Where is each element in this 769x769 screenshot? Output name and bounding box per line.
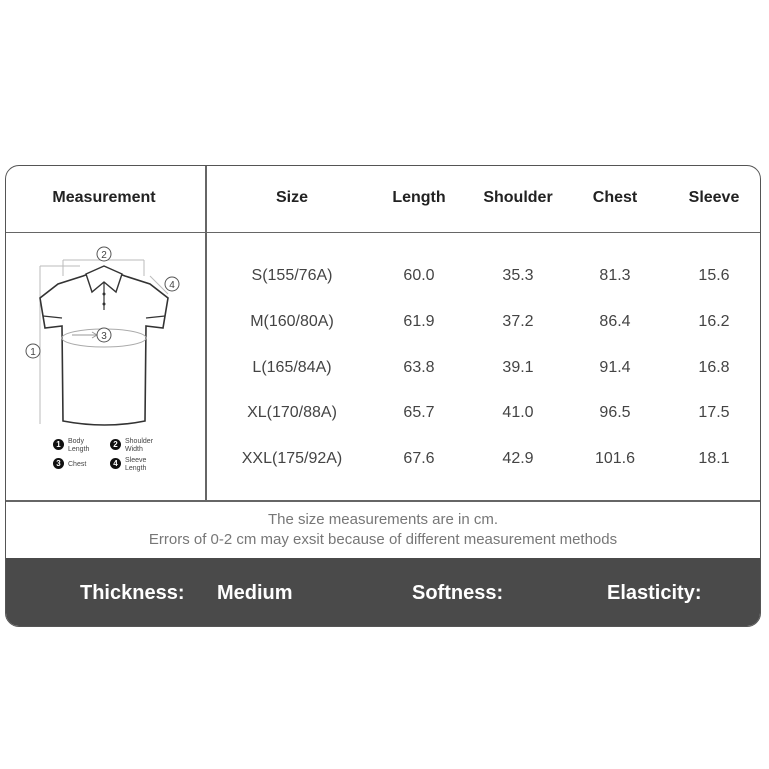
shoulder-cell: 42.9: [502, 450, 534, 467]
legend-body-length: [68, 438, 89, 454]
chest-cell: 101.6: [594, 450, 636, 467]
note-errors: Errors of 0-2 cm may exsit because of different measurement methods: [148, 531, 618, 548]
shoulder-cell: 41.0: [502, 404, 534, 421]
chest-cell: 81.3: [599, 267, 631, 284]
thickness-value: Medium: [217, 582, 293, 604]
length-cell: 61.9: [403, 313, 435, 330]
shoulder-cell: 39.1: [502, 359, 534, 376]
header-measurement: Measurement: [52, 189, 156, 206]
notes-divider: [6, 500, 760, 502]
header-size: Size: [275, 189, 309, 206]
size-cell: S(155/76A): [251, 267, 333, 284]
header-shoulder: Shoulder: [483, 189, 553, 206]
marker-1: 1: [30, 347, 36, 358]
header-sleeve: Sleeve: [688, 189, 740, 206]
shirt-measurement-diagram: [20, 246, 190, 431]
length-cell: 63.8: [403, 359, 435, 376]
legend-sleeve-length: [125, 457, 146, 473]
note-units: The size measurements are in cm.: [267, 511, 499, 528]
length-cell: 67.6: [403, 450, 435, 467]
length-cell: 60.0: [403, 267, 435, 284]
sleeve-cell: 16.2: [698, 313, 730, 330]
header-chest: Chest: [592, 189, 638, 206]
size-cell: XL(170/88A): [247, 404, 337, 421]
elasticity-label: Elasticity:: [607, 582, 702, 604]
chest-cell: 91.4: [599, 359, 631, 376]
legend-1-icon: 1: [53, 439, 64, 450]
legend-3-icon: 3: [53, 458, 64, 469]
legend-label: Length: [68, 446, 90, 453]
column-divider: [205, 166, 207, 500]
shoulder-cell: 35.3: [502, 267, 534, 284]
header-length: Length: [392, 189, 446, 206]
fabric-properties-bar: [6, 558, 760, 627]
marker-4: 4: [169, 280, 175, 291]
size-cell: L(165/84A): [252, 359, 332, 376]
legend-label: Body: [68, 438, 84, 445]
polo-shirt-icon: [20, 246, 190, 426]
marker-3: 3: [101, 331, 107, 342]
chest-cell: 96.5: [599, 404, 631, 421]
legend-shoulder-width: [125, 438, 153, 454]
thickness-label: Thickness:: [80, 582, 185, 604]
size-cell: M(160/80A): [250, 313, 334, 330]
shoulder-cell: 37.2: [502, 313, 534, 330]
legend-2-icon: 2: [110, 439, 121, 450]
size-chart-card: [5, 165, 761, 627]
legend-4-icon: 4: [110, 458, 121, 469]
legend-label: Shoulder: [125, 438, 154, 445]
marker-2: 2: [101, 250, 107, 261]
legend-label: Sleeve: [125, 457, 147, 464]
sleeve-cell: 17.5: [698, 404, 730, 421]
legend-label: Width: [125, 446, 143, 453]
legend-chest: [68, 461, 86, 469]
softness-label: Softness:: [412, 582, 504, 604]
sleeve-cell: 16.8: [698, 359, 730, 376]
size-cell: XXL(175/92A): [241, 450, 343, 467]
chest-cell: 86.4: [599, 313, 631, 330]
legend-label: Length: [125, 465, 147, 472]
sleeve-cell: 18.1: [698, 450, 730, 467]
legend-label: Chest: [68, 461, 87, 468]
sleeve-cell: 15.6: [698, 267, 730, 284]
length-cell: 65.7: [403, 404, 435, 421]
